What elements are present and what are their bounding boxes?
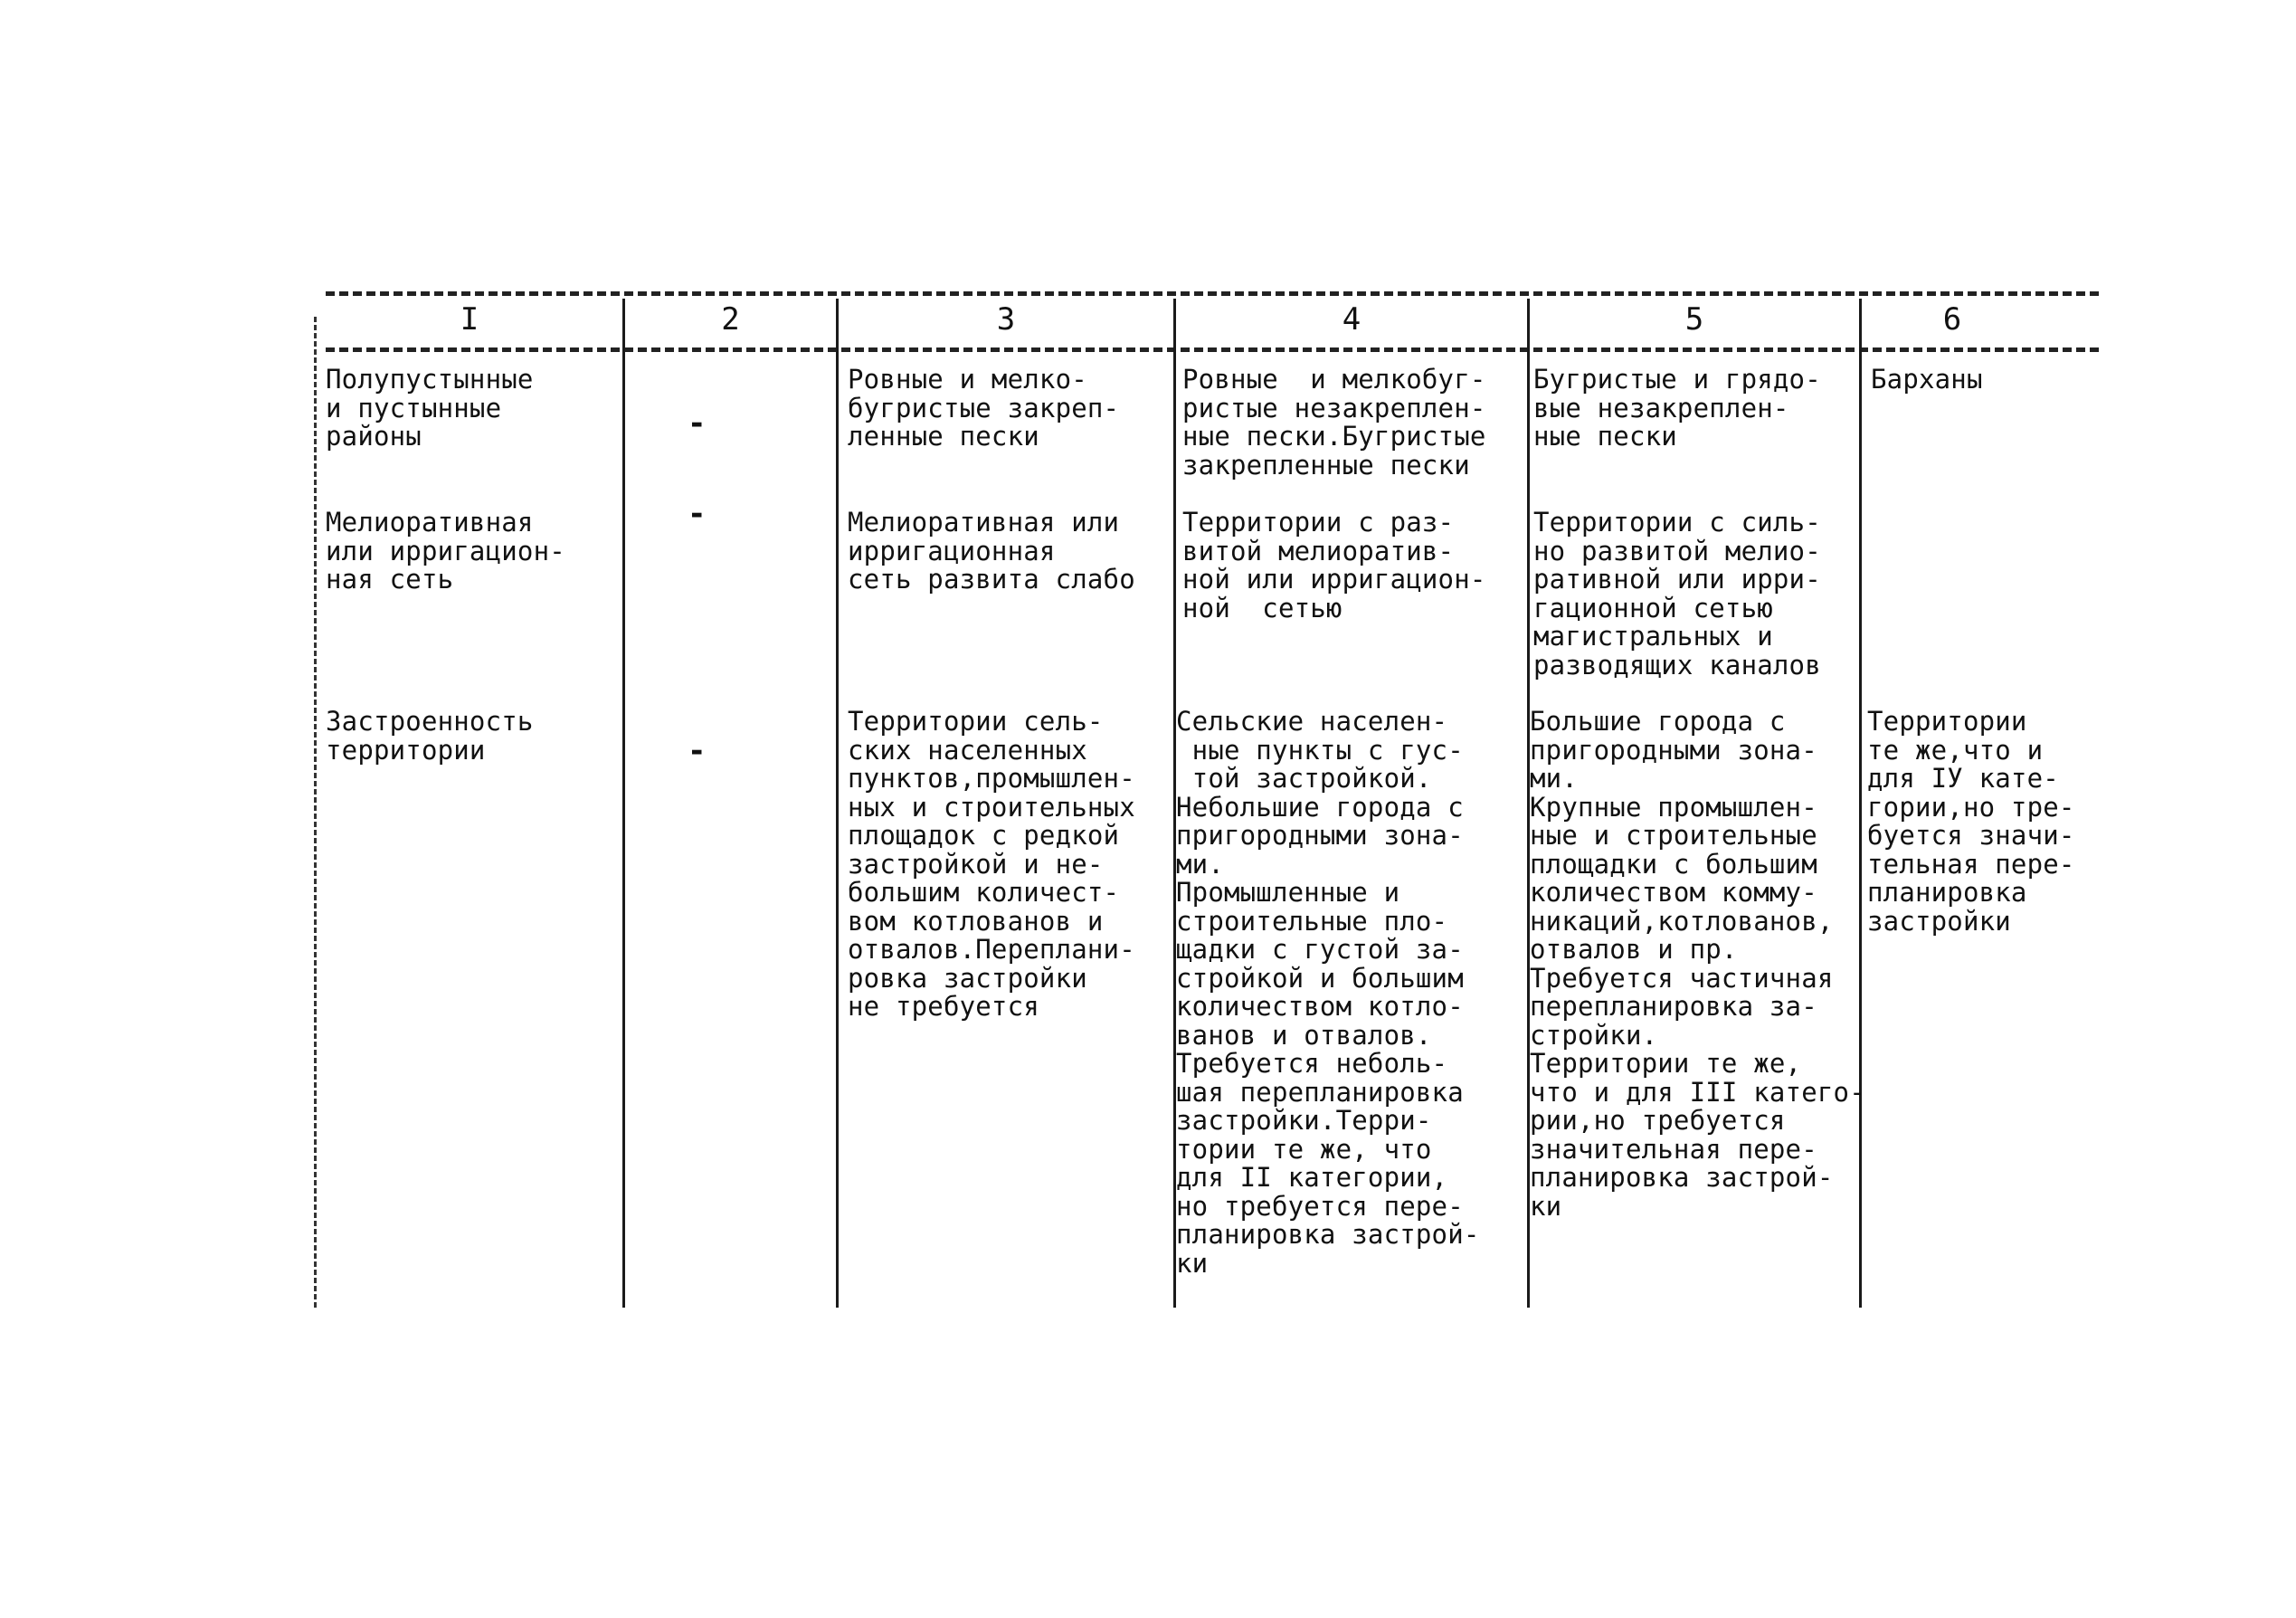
header-top-rule (326, 291, 2099, 296)
row1-col5: Бугристые и грядо- вые незакреплен- ные пески (1533, 364, 1821, 452)
header-bottom-rule (326, 347, 2099, 352)
row2-col5: Территории с силь- но развитой мелио- ративной или ирри- гационной сетью магистральных и разводящих каналов (1533, 507, 1821, 681)
row2-col3: Мелиоративная или ирригационная сеть развита слабо (848, 507, 1135, 595)
header-col-4: 4 (1342, 301, 1361, 338)
row1-col4: Ровные и мелкобуг- ристые незакреплен- ные пески.Бугристые закрепленные пески (1182, 364, 1486, 481)
column-rule-left (314, 317, 317, 1308)
row2-col1: Мелиоративная или ирригацион- ная сеть (326, 507, 565, 595)
row3-col3: Территории сель- ских населенных пунктов,промышлен- ных и строительных площадок с редкой застройкой и не- большим количест- вом котлованов и отвалов.Переплани- ровка застройки не требуется (848, 706, 1135, 1022)
row3-col6: Территории те же,что и для IУ кате- гории,но тре- буется значи- тельная пере- планировка застройки (1867, 706, 2075, 937)
row1-col6: Барханы (1871, 364, 1983, 395)
row1-col3: Ровные и мелко- бугристые закреп- ленные пески (848, 364, 1120, 452)
column-rule-2 (836, 299, 839, 1308)
header-col-3: 3 (996, 301, 1016, 338)
header-col-2: 2 (721, 301, 740, 338)
row1-col1: Полупустынные и пустынные районы (326, 364, 534, 452)
row3-col4: Сельские населен- ные пункты с гус- той застройкой. Небольшие города с пригородными зона- ми. Промышленные и строительные пло- щадки с густой за- стройкой и большим количеством котло- ванов и отвалов. Требуется неболь- шая перепланировка застройки.Терри- тории те же, что для II категории, но требуется пере- планировка застрой- ки (1176, 706, 1480, 1279)
row2-col2: - (688, 496, 707, 532)
row3-col1: Застроенность территории (326, 706, 534, 766)
column-rule-1 (622, 299, 625, 1308)
row3-col5: Большие города с пригородными зона- ми. Крупные промышлен- ные и строительные площадки с большим количеством комму- никаций,котлованов, отвалов и пр. Требуется частичная перепланировка за- стройки. Территории те же, что и для III катего- рии,но требуется значительная пере- планировка застрой- ки (1530, 706, 1865, 1222)
header-col-6: 6 (1942, 301, 1962, 338)
header-col-5: 5 (1684, 301, 1704, 338)
row3-col2: - (688, 733, 707, 769)
row1-col2: - (688, 405, 707, 442)
row2-col4: Территории с раз- витой мелиоратив- ной или ирригацион- ной сетью (1182, 507, 1486, 623)
header-col-1: I (460, 301, 479, 338)
